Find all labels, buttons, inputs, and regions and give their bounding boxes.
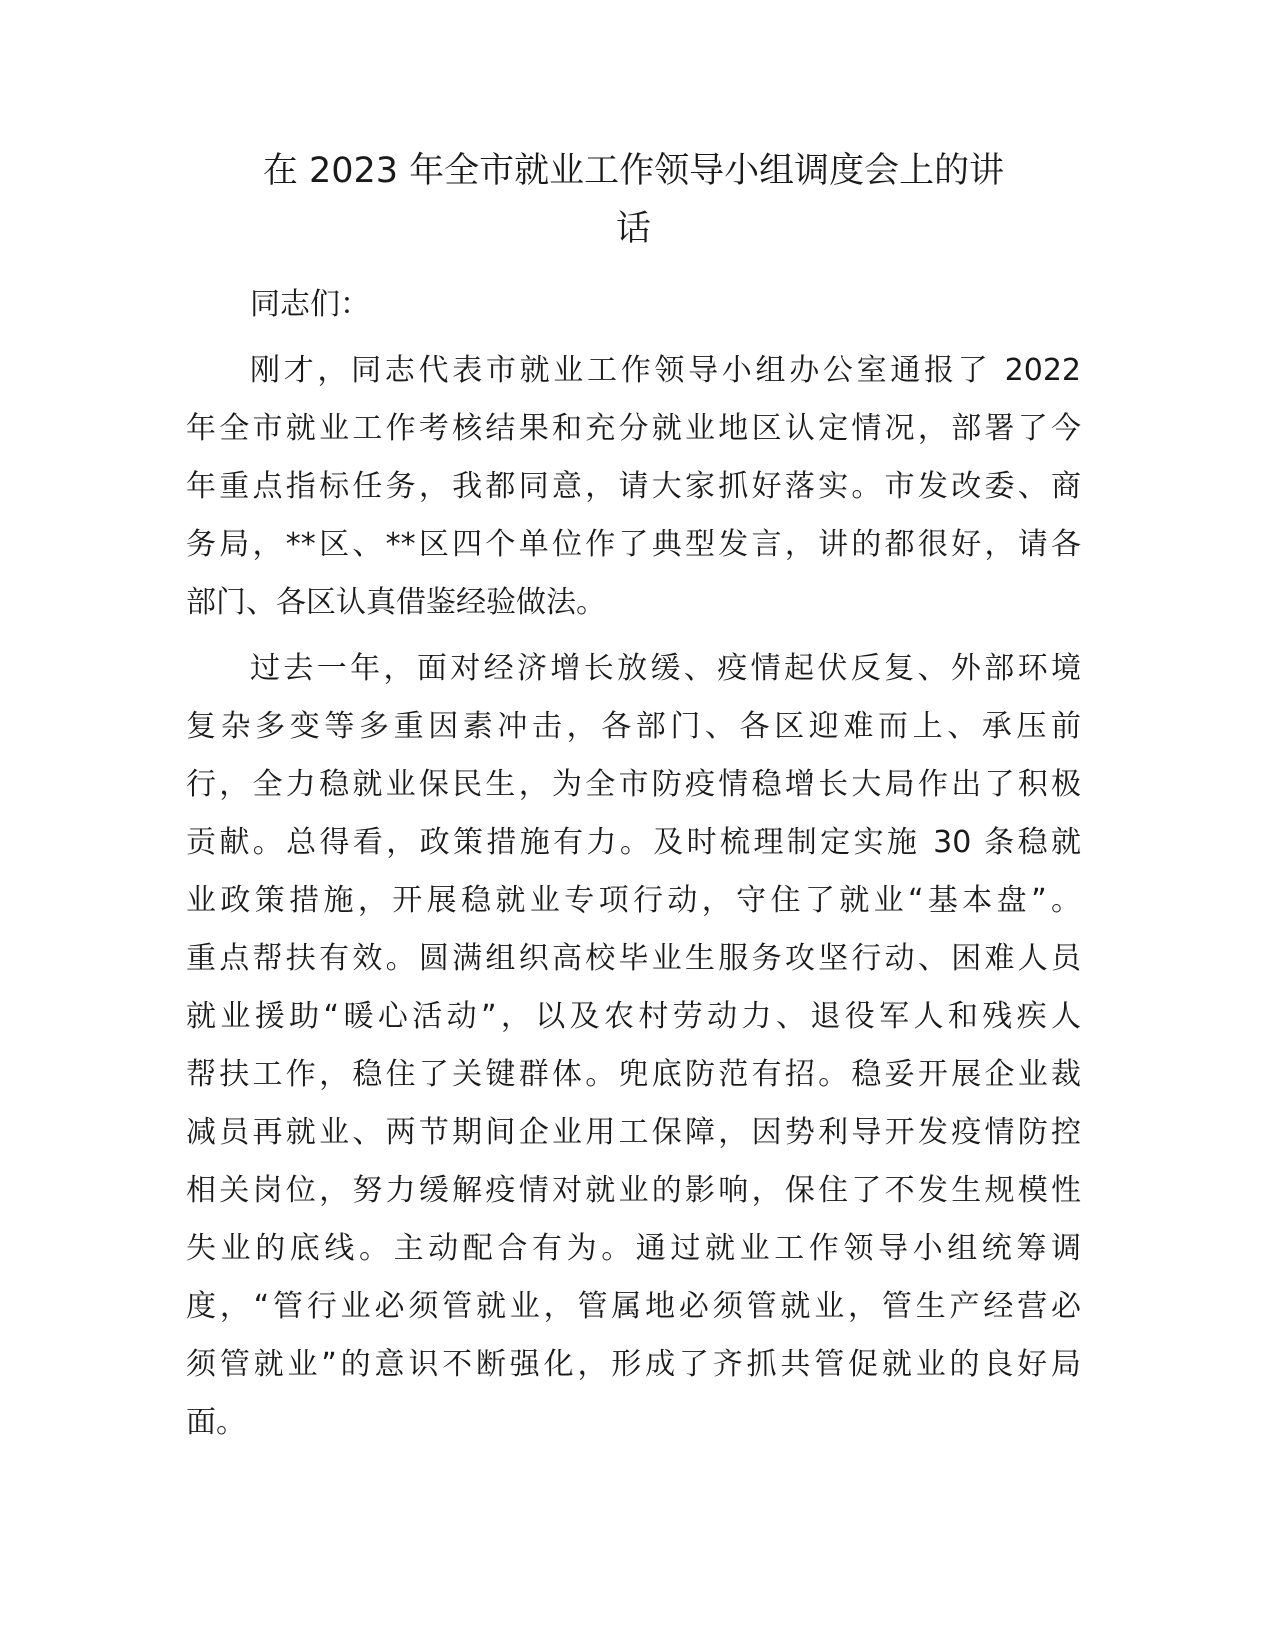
text-line: 失业的底线。主动配合有为。通过就业工作领导小组统筹调 xyxy=(186,1231,1081,1266)
text-line: 业政策措施，开展稳就业专项行动，守住了就业“基本盘”。 xyxy=(186,883,1081,918)
paragraph-1 xyxy=(186,342,1081,632)
text-line: 刚才，同志代表市就业工作领导小组办公室通报了 2022 xyxy=(250,353,1081,388)
salutation xyxy=(186,276,1081,334)
text-line: 相关岗位，努力缓解疫情对就业的影响，保住了不发生规模性 xyxy=(186,1173,1081,1208)
paragraph-2 xyxy=(186,640,1081,1452)
text-line: 贡献。总得看，政策措施有力。及时梳理制定实施 30 条稳就 xyxy=(186,825,1081,860)
title-line: 话 xyxy=(615,209,651,249)
text-line: 帮扶工作，稳住了关键群体。兜底防范有招。稳妥开展企业裁 xyxy=(186,1057,1081,1092)
document-title xyxy=(186,142,1081,258)
text-line: 就业援助“暖心活动”，以及农村劳动力、退役军人和残疾人 xyxy=(186,999,1081,1034)
text-line: 重点帮扶有效。圆满组织高校毕业生服务攻坚行动、困难人员 xyxy=(186,941,1081,976)
text-line: 减员再就业、两节期间企业用工保障，因势利导开发疫情防控 xyxy=(186,1115,1081,1150)
document-body xyxy=(186,276,1081,1452)
text-line: 须管就业”的意识不断强化，形成了齐抓共管促就业的良好局 xyxy=(186,1347,1081,1382)
text-line: 部门、各区认真借鉴经验做法。 xyxy=(186,585,606,620)
text-line: 行，全力稳就业保民生，为全市防疫情稳增长大局作出了积极 xyxy=(186,767,1081,802)
salutation-text: 同志们： xyxy=(250,287,370,322)
text-line: 过去一年，面对经济增长放缓、疫情起伏反复、外部环境 xyxy=(250,651,1081,686)
title-line: 在 2023 年全市就业工作领导小组调度会上的讲 xyxy=(262,151,1005,191)
text-line: 务局，**区、**区四个单位作了典型发言，讲的都很好，请各 xyxy=(186,527,1081,562)
text-line: 年重点指标任务，我都同意，请大家抓好落实。市发改委、商 xyxy=(186,469,1081,504)
text-line: 年全市就业工作考核结果和充分就业地区认定情况，部署了今 xyxy=(186,411,1081,446)
text-line: 面。 xyxy=(186,1405,246,1440)
text-line: 复杂多变等多重因素冲击，各部门、各区迎难而上、承压前 xyxy=(186,709,1081,744)
text-line: 度，“管行业必须管就业，管属地必须管就业，管生产经营必 xyxy=(186,1289,1081,1324)
